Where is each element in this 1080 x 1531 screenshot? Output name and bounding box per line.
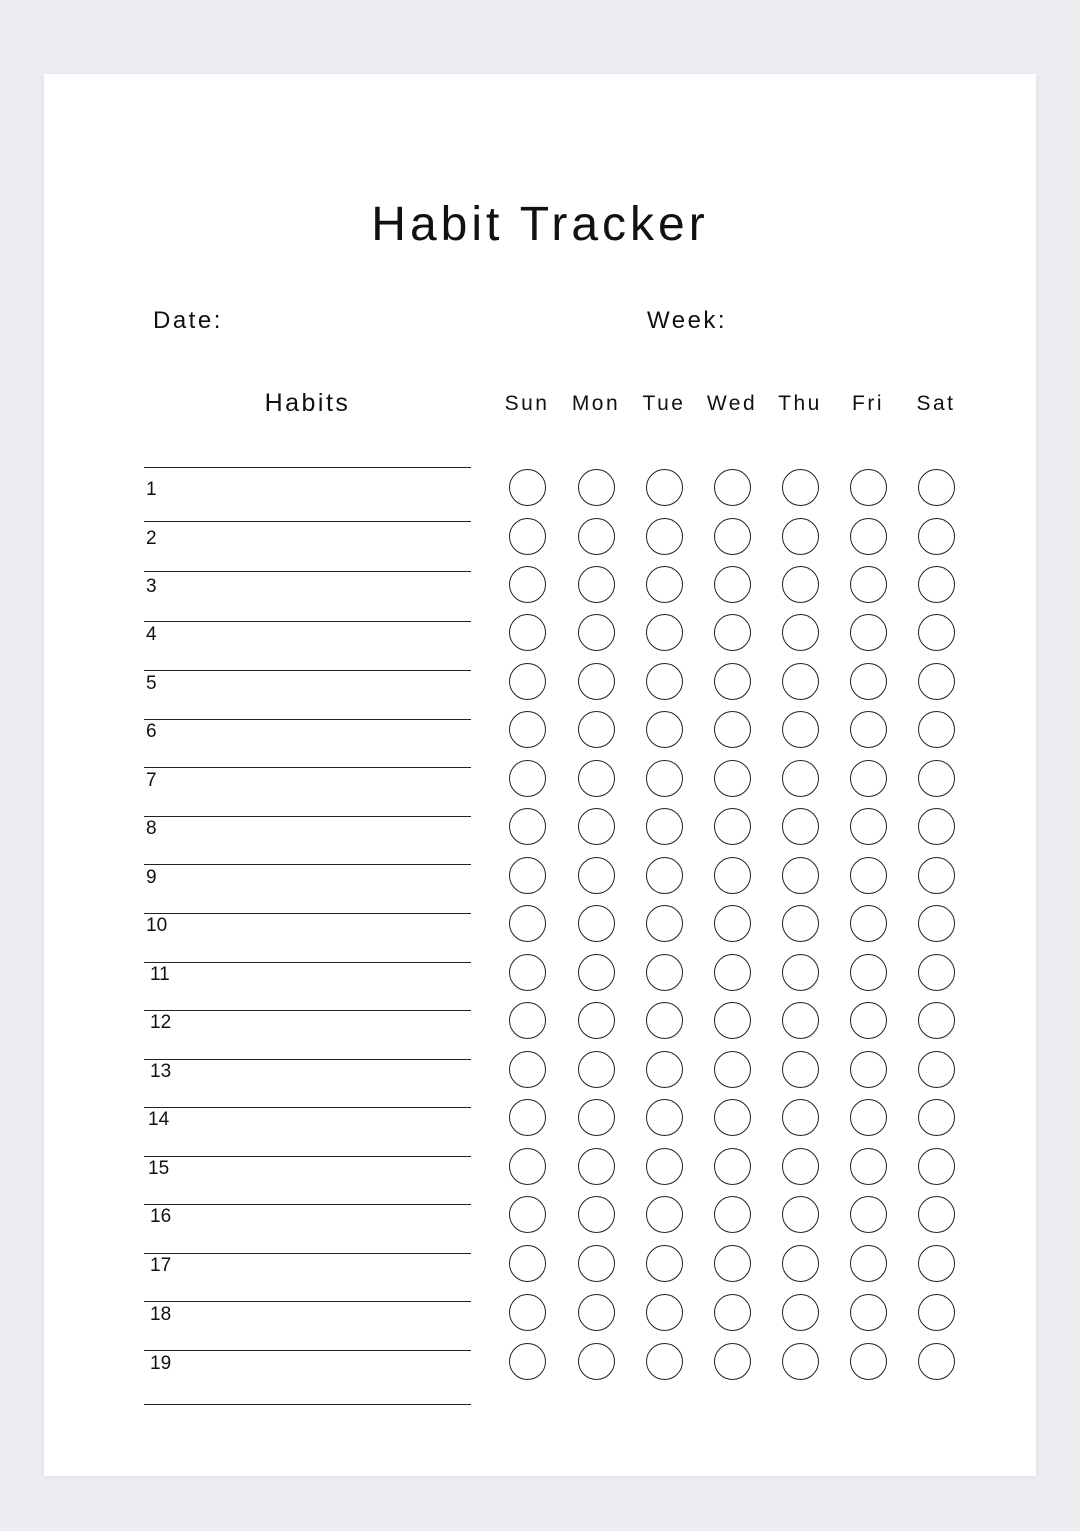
habit-number: 11 xyxy=(150,964,170,985)
habit-number: 6 xyxy=(146,721,157,742)
habit-line[interactable] xyxy=(144,467,471,468)
habit-check-circle[interactable] xyxy=(578,1343,615,1380)
habit-check-circle[interactable] xyxy=(578,857,615,894)
day-header-sun: Sun xyxy=(504,392,550,415)
habit-check-circle[interactable] xyxy=(850,1294,887,1331)
habit-line[interactable] xyxy=(144,670,471,671)
habit-check-circle[interactable] xyxy=(714,1002,751,1039)
habit-check-circle[interactable] xyxy=(918,1002,955,1039)
habit-check-circle[interactable] xyxy=(850,663,887,700)
habit-line[interactable] xyxy=(144,1156,471,1157)
habit-check-circle[interactable] xyxy=(578,1294,615,1331)
habit-check-circle[interactable] xyxy=(646,1294,683,1331)
habit-check-circle[interactable] xyxy=(509,1002,546,1039)
habit-check-circle[interactable] xyxy=(714,760,751,797)
habit-check-circle[interactable] xyxy=(918,1245,955,1282)
habit-line[interactable] xyxy=(144,1404,471,1405)
habit-check-circle[interactable] xyxy=(646,663,683,700)
habit-check-circle[interactable] xyxy=(509,469,546,506)
habit-check-circle[interactable] xyxy=(578,760,615,797)
habit-check-circle[interactable] xyxy=(782,857,819,894)
habit-check-circle[interactable] xyxy=(646,469,683,506)
day-header-thu: Thu xyxy=(778,392,822,415)
habit-check-circle[interactable] xyxy=(646,857,683,894)
habit-check-circle[interactable] xyxy=(850,1148,887,1185)
habit-check-circle[interactable] xyxy=(509,808,546,845)
habit-number: 7 xyxy=(146,770,157,791)
habit-check-circle[interactable] xyxy=(646,1343,683,1380)
habit-check-circle[interactable] xyxy=(509,1099,546,1136)
habit-check-circle[interactable] xyxy=(578,469,615,506)
habit-check-circle[interactable] xyxy=(578,518,615,555)
habit-check-circle[interactable] xyxy=(714,469,751,506)
habit-check-circle[interactable] xyxy=(918,614,955,651)
habit-check-circle[interactable] xyxy=(646,1099,683,1136)
habit-check-circle[interactable] xyxy=(714,614,751,651)
habit-check-circle[interactable] xyxy=(918,857,955,894)
habit-number: 4 xyxy=(146,624,157,645)
habit-check-circle[interactable] xyxy=(782,1245,819,1282)
habit-check-circle[interactable] xyxy=(850,857,887,894)
habit-line[interactable] xyxy=(144,1350,471,1351)
habit-check-circle[interactable] xyxy=(646,954,683,991)
habit-check-circle[interactable] xyxy=(850,1343,887,1380)
habit-check-circle[interactable] xyxy=(918,1099,955,1136)
habit-check-circle[interactable] xyxy=(509,857,546,894)
habit-number: 13 xyxy=(150,1061,172,1082)
day-header-tue: Tue xyxy=(642,392,686,415)
habit-check-circle[interactable] xyxy=(782,614,819,651)
habit-check-circle[interactable] xyxy=(918,1196,955,1233)
habit-check-circle[interactable] xyxy=(578,808,615,845)
habit-number: 3 xyxy=(146,576,157,597)
habit-check-circle[interactable] xyxy=(578,614,615,651)
habit-line[interactable] xyxy=(144,1204,471,1205)
day-header-sat: Sat xyxy=(916,392,956,415)
habit-check-circle[interactable] xyxy=(646,711,683,748)
habit-check-circle[interactable] xyxy=(918,566,955,603)
habit-number: 8 xyxy=(146,818,157,839)
habit-check-circle[interactable] xyxy=(509,1051,546,1088)
habit-check-circle[interactable] xyxy=(646,614,683,651)
habit-number: 10 xyxy=(146,915,168,936)
habit-check-circle[interactable] xyxy=(714,711,751,748)
habit-check-circle[interactable] xyxy=(646,1196,683,1233)
habit-check-circle[interactable] xyxy=(850,808,887,845)
habit-check-circle[interactable] xyxy=(782,1099,819,1136)
habit-check-circle[interactable] xyxy=(714,1148,751,1185)
habit-check-circle[interactable] xyxy=(850,469,887,506)
habit-check-circle[interactable] xyxy=(714,905,751,942)
habit-check-circle[interactable] xyxy=(782,808,819,845)
habit-number: 16 xyxy=(150,1206,172,1227)
habit-check-circle[interactable] xyxy=(782,1051,819,1088)
habit-check-circle[interactable] xyxy=(918,808,955,845)
habit-line[interactable] xyxy=(144,1253,471,1254)
habit-check-circle[interactable] xyxy=(509,1245,546,1282)
habit-check-circle[interactable] xyxy=(509,614,546,651)
habit-check-circle[interactable] xyxy=(714,954,751,991)
habit-check-circle[interactable] xyxy=(578,1245,615,1282)
habit-check-circle[interactable] xyxy=(714,1294,751,1331)
habit-check-circle[interactable] xyxy=(918,954,955,991)
day-header-fri: Fri xyxy=(852,392,884,415)
habit-check-circle[interactable] xyxy=(850,1002,887,1039)
habit-check-circle[interactable] xyxy=(646,760,683,797)
habit-check-circle[interactable] xyxy=(578,954,615,991)
week-label: Week: xyxy=(647,307,728,334)
habit-number: 18 xyxy=(150,1304,172,1325)
habit-check-circle[interactable] xyxy=(850,905,887,942)
habit-check-circle[interactable] xyxy=(850,711,887,748)
day-header-wed: Wed xyxy=(706,392,758,415)
habit-number: 19 xyxy=(150,1353,172,1374)
habit-check-circle[interactable] xyxy=(918,760,955,797)
habit-check-circle[interactable] xyxy=(782,1343,819,1380)
habit-check-circle[interactable] xyxy=(782,566,819,603)
habit-line[interactable] xyxy=(144,1107,471,1108)
habit-check-circle[interactable] xyxy=(509,1343,546,1380)
habit-line[interactable] xyxy=(144,864,471,865)
habit-check-circle[interactable] xyxy=(578,711,615,748)
habit-line[interactable] xyxy=(144,521,471,522)
habit-check-circle[interactable] xyxy=(578,1099,615,1136)
habit-number: 1 xyxy=(146,479,157,500)
habit-check-circle[interactable] xyxy=(918,1148,955,1185)
habit-check-circle[interactable] xyxy=(509,518,546,555)
date-label: Date: xyxy=(153,307,223,334)
habit-check-circle[interactable] xyxy=(509,1148,546,1185)
habit-check-circle[interactable] xyxy=(850,1099,887,1136)
habit-number: 15 xyxy=(148,1158,170,1179)
habit-check-circle[interactable] xyxy=(714,566,751,603)
habit-check-circle[interactable] xyxy=(646,808,683,845)
habit-check-circle[interactable] xyxy=(782,518,819,555)
habit-line[interactable] xyxy=(144,571,471,572)
habit-check-circle[interactable] xyxy=(782,1148,819,1185)
habit-check-circle[interactable] xyxy=(509,1196,546,1233)
habit-line[interactable] xyxy=(144,962,471,963)
habit-check-circle[interactable] xyxy=(782,469,819,506)
habit-check-circle[interactable] xyxy=(578,566,615,603)
habit-check-circle[interactable] xyxy=(509,954,546,991)
habit-check-circle[interactable] xyxy=(850,614,887,651)
habit-check-circle[interactable] xyxy=(850,1196,887,1233)
habit-check-circle[interactable] xyxy=(714,1343,751,1380)
habit-check-circle[interactable] xyxy=(646,566,683,603)
habit-check-circle[interactable] xyxy=(782,760,819,797)
habit-check-circle[interactable] xyxy=(646,1245,683,1282)
habit-check-circle[interactable] xyxy=(714,1051,751,1088)
habit-check-circle[interactable] xyxy=(646,518,683,555)
habit-line[interactable] xyxy=(144,719,471,720)
habit-check-circle[interactable] xyxy=(782,954,819,991)
habit-check-circle[interactable] xyxy=(578,663,615,700)
habit-number: 14 xyxy=(148,1109,170,1130)
habit-check-circle[interactable] xyxy=(782,663,819,700)
habit-check-circle[interactable] xyxy=(918,518,955,555)
page-title: Habit Tracker xyxy=(371,198,709,251)
habit-check-circle[interactable] xyxy=(850,1245,887,1282)
habit-check-circle[interactable] xyxy=(782,1294,819,1331)
habit-check-circle[interactable] xyxy=(918,469,955,506)
habit-check-circle[interactable] xyxy=(918,1343,955,1380)
habit-check-circle[interactable] xyxy=(714,1196,751,1233)
habit-check-circle[interactable] xyxy=(782,1002,819,1039)
habit-check-circle[interactable] xyxy=(646,1051,683,1088)
habit-check-circle[interactable] xyxy=(918,711,955,748)
habit-line[interactable] xyxy=(144,1010,471,1011)
habit-check-circle[interactable] xyxy=(714,857,751,894)
habit-line[interactable] xyxy=(144,913,471,914)
habit-number: 2 xyxy=(146,528,157,549)
habit-check-circle[interactable] xyxy=(509,566,546,603)
habit-check-circle[interactable] xyxy=(578,1051,615,1088)
habit-check-circle[interactable] xyxy=(918,663,955,700)
habit-line[interactable] xyxy=(144,767,471,768)
habit-check-circle[interactable] xyxy=(918,1294,955,1331)
habit-check-circle[interactable] xyxy=(714,808,751,845)
habit-check-circle[interactable] xyxy=(509,905,546,942)
habit-check-circle[interactable] xyxy=(850,1051,887,1088)
habit-check-circle[interactable] xyxy=(509,760,546,797)
habit-check-circle[interactable] xyxy=(714,1245,751,1282)
habit-check-circle[interactable] xyxy=(509,711,546,748)
habit-check-circle[interactable] xyxy=(509,663,546,700)
habit-check-circle[interactable] xyxy=(782,905,819,942)
habit-check-circle[interactable] xyxy=(646,1148,683,1185)
habit-line[interactable] xyxy=(144,1059,471,1060)
habit-check-circle[interactable] xyxy=(850,954,887,991)
habit-check-circle[interactable] xyxy=(578,905,615,942)
habit-check-circle[interactable] xyxy=(578,1196,615,1233)
habit-check-circle[interactable] xyxy=(918,905,955,942)
habit-check-circle[interactable] xyxy=(646,905,683,942)
habit-check-circle[interactable] xyxy=(850,566,887,603)
habit-check-circle[interactable] xyxy=(782,711,819,748)
habit-line[interactable] xyxy=(144,621,471,622)
habit-check-circle[interactable] xyxy=(714,663,751,700)
habit-check-circle[interactable] xyxy=(850,760,887,797)
habit-line[interactable] xyxy=(144,816,471,817)
day-header-mon: Mon xyxy=(571,392,621,415)
habit-line[interactable] xyxy=(144,1301,471,1302)
habit-check-circle[interactable] xyxy=(578,1002,615,1039)
habit-number: 9 xyxy=(146,867,157,888)
habits-heading: Habits xyxy=(264,389,351,417)
habit-check-circle[interactable] xyxy=(918,1051,955,1088)
habit-check-circle[interactable] xyxy=(850,518,887,555)
habit-check-circle[interactable] xyxy=(578,1148,615,1185)
habit-number: 12 xyxy=(150,1012,172,1033)
habit-check-circle[interactable] xyxy=(714,518,751,555)
habit-number: 5 xyxy=(146,673,157,694)
habit-check-circle[interactable] xyxy=(782,1196,819,1233)
habit-check-circle[interactable] xyxy=(509,1294,546,1331)
habit-number: 17 xyxy=(150,1255,172,1276)
habit-check-circle[interactable] xyxy=(646,1002,683,1039)
habit-check-circle[interactable] xyxy=(714,1099,751,1136)
